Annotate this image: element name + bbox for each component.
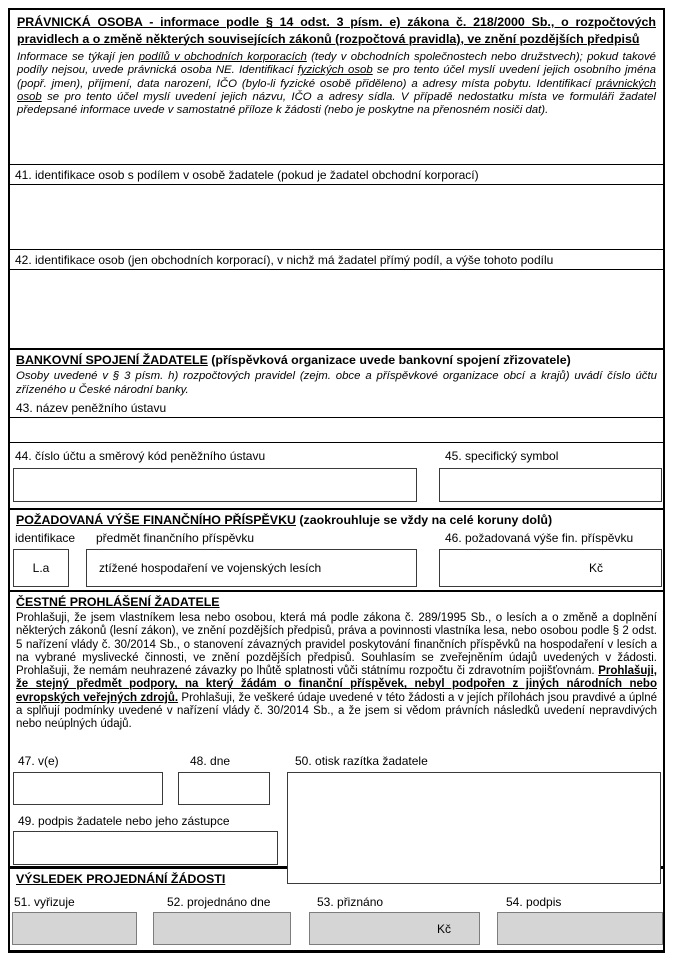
field-43-input[interactable] (10, 417, 663, 443)
intro-text: (tedy v obchodních společnostech nebo družstvech); pokud takové podíly nejsou, uvede právnická osoba NE. Identifikací (17, 51, 657, 77)
declaration-section (10, 590, 663, 866)
intro-underlined-legal-persons: právnických osob (17, 77, 656, 103)
field-54-label: 54. podpis (506, 895, 562, 909)
declaration-text (10, 612, 663, 732)
field-41-label: 41. identifikace osob s podílem v osobě žadatele (pokud je žadatel obchodní korporací) (10, 164, 663, 185)
form-title: PRÁVNICKÁ OSOBA - informace podle § 14 odst. 3 písm. e) zákona č. 218/2000 Sb., o rozpočtových pravidlech a o změně některých souvisejících zákonů (rozpočtová pravidla), ve znění pozdějších předpisů (17, 15, 656, 46)
field-49-input[interactable] (13, 831, 278, 865)
declaration-text-part1: Prohlašuji, že jsem vlastníkem lesa nebo osobou, která má podle zákona č. 289/1995 Sb., o lesích a o změně a doplnění některých zákonů (lesní zákon), ve znění pozdějších předpisů, práva a povinnosti vlastníka lesa, nebo osobou podle § 2 odst. 5 nařízení vlády č. 30/2014 Sb., o stanovení závazných pravidel poskytování finančních příspěvků na hospodaření v lesích a na vybrané myslivecké činnosti, ve znění pozdějších předpisů. Souhlasím se zveřejněním údajů uvedených v žádosti. Prohlašuji, že nemám neuhrazené závazky po lhůtě splatnosti vůči státnímu rozpočtu či zdravotním pojišťovnám. (16, 612, 657, 678)
amount-heading-text: POŽADOVANÁ VÝŠE FINANČNÍHO PŘÍSPĚVKU (16, 513, 296, 527)
result-heading-text: VÝSLEDEK PROJEDNÁNÍ ŽÁDOSTI (16, 872, 226, 886)
subject-box (86, 549, 417, 587)
field-48-label: 48. dne (190, 754, 231, 768)
bank-note: Osoby uvedené v § 3 písm. h) rozpočtových pravidel (zejm. obce a příspěvkové organizace obcí a krajů) uvádí číslo účtu zřízeného u České národní banky. (16, 370, 657, 396)
field-51-input[interactable] (12, 912, 137, 945)
field-52-label: 52. projednáno dne (167, 895, 271, 909)
subject-column-label: předmět finančního příspěvku (96, 531, 255, 545)
field-49-label: 49. podpis žadatele nebo jeho zástupce (18, 814, 230, 828)
field-51-label: 51. vyřizuje (14, 895, 75, 909)
legal-entity-form (8, 8, 665, 953)
identification-code-value: L.a (32, 561, 50, 575)
field-47-label: 47. v(e) (18, 754, 59, 768)
intro-text: se pro tento účel myslí uvedení jejich osobního jména (popř. jmen), příjmení, data narození, IČO (bylo-li fyzické osobě přiděleno) a adresy místa pobytu. Identifikací (17, 64, 656, 90)
field-44-input[interactable] (13, 468, 417, 502)
field-46-label: 46. požadovaná výše fin. příspěvku (445, 531, 634, 545)
top-section (10, 10, 663, 164)
amount-section-heading (10, 510, 663, 529)
field-41-input[interactable] (10, 185, 663, 249)
field-45-input[interactable] (439, 468, 662, 502)
bank-heading-note: (příspěvková organizace uvede bankovní spojení zřizovatele) (207, 353, 571, 367)
field-44-label: 44. číslo účtu a směrový kód peněžního ústavu (15, 449, 266, 463)
bank-section (10, 348, 663, 508)
field-53-label: 53. přiznáno (317, 895, 384, 909)
requested-amount-section (10, 508, 663, 590)
declaration-text-emphasized: Prohlašuji, že stejný předmět podpory, na který žádám o finanční příspěvek, nebyl podpořen z jiných národních nebo evropských veřejných zdrojů. (16, 665, 657, 704)
intro-text: Informace se týkají jen (17, 51, 139, 63)
declaration-heading-text: ČESTNÉ PROHLÁŠENÍ ŽADATELE (16, 595, 220, 609)
field-46-input[interactable] (439, 549, 662, 587)
field-45-label: 45. specifický symbol (445, 449, 559, 463)
currency-label: Kč (436, 921, 451, 936)
field-52-input[interactable] (153, 912, 291, 945)
field-43-label: 43. název peněžního ústavu (16, 401, 167, 415)
bank-section-heading (10, 350, 663, 369)
declaration-text-part2: Prohlašuji, že veškeré údaje uvedené v této žádosti a v jejích přílohách jsou pravdivé a úplné a splňují podmínky uvedené v nařízení vlády č. 30/2014 Sb., a že jsem si vědom právních následků uvedení nepravdivých nebo neúplných údajů. (16, 691, 657, 731)
intro-text: se pro tento účel myslí uvedení jejich názvu, IČO a adresy sídla. V případě nedostatku místa ve formuláři žadatel předepsané informace uvede v samostatné příloze k žádosti (nebo je poskytne na přenosném nosiči dat). (17, 90, 656, 117)
field-50-stamp-box[interactable] (287, 772, 661, 884)
intro-underlined-natural-persons: fyzických osob (297, 64, 373, 77)
declaration-heading (10, 592, 663, 611)
field-48-input[interactable] (178, 772, 270, 805)
identification-code-box (13, 549, 69, 587)
field-50-label: 50. otisk razítka žadatele (295, 754, 428, 768)
bank-heading-text: BANKOVNÍ SPOJENÍ ŽADATELE (16, 353, 208, 367)
amount-heading-note: (zaokrouhluje se vždy na celé koruny dolů) (295, 513, 553, 527)
field-54-input[interactable] (497, 912, 663, 945)
identification-column-label: identifikace (15, 531, 76, 545)
field-53-input[interactable] (309, 912, 480, 945)
intro-note (17, 51, 656, 117)
intro-underlined-shares: podílů v obchodních korporacích (138, 51, 307, 63)
currency-label: Kč (588, 561, 603, 575)
field-42-input[interactable] (10, 270, 663, 348)
field-47-input[interactable] (13, 772, 163, 805)
bank-account-row (10, 443, 663, 506)
field-42-label: 42. identifikace osob (jen obchodních korporací), v nichž má žadatel přímý podíl, a výše tohoto podílu (10, 249, 663, 270)
subject-value: ztížené hospodaření ve vojenských lesích (99, 561, 322, 575)
